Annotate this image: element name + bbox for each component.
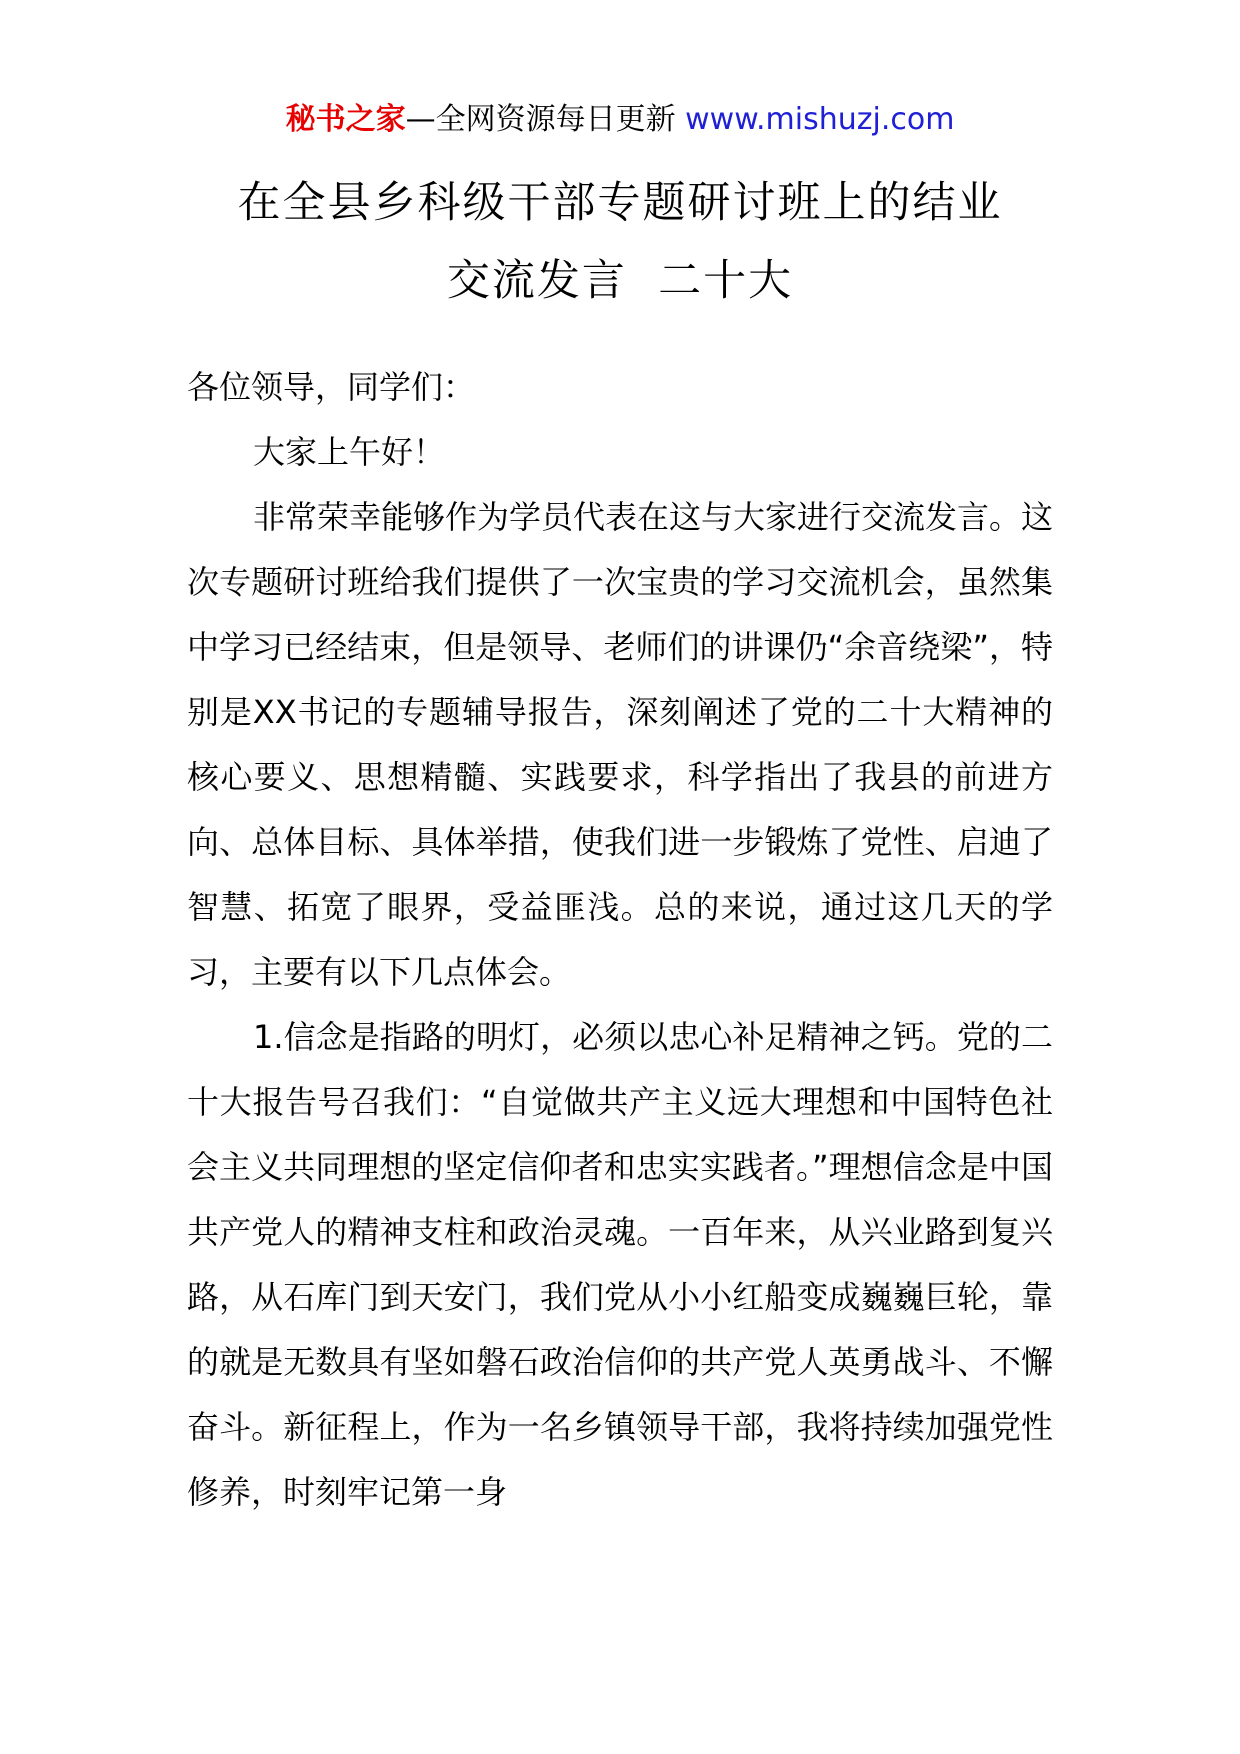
body-paragraph-2: 1.信念是指路的明灯，必须以忠心补足精神之钙。党的二十大报告号召我们：“自觉做共产主义远大理想和中国特色社会主义共同理想的坚定信仰者和忠实实践者。”理想信念是中国共产党人的精神支柱和政治灵魂。一百年来，从兴业路到复兴路，从石库门到天安门，我们党从小小红船变成巍巍巨轮，靠的就是无数具有坚如磐石政治信仰的共产党人英勇战斗、不懈奋斗。新征程上，作为一名乡镇领导干部，我将持续加强党性修养，时刻牢记第一身 xyxy=(187,1018,1053,1511)
site-brand: 秘书之家 xyxy=(285,102,406,137)
document-title xyxy=(0,164,1240,320)
site-url-link[interactable]: www.mishuzj.com xyxy=(685,102,955,137)
site-header xyxy=(0,100,1240,140)
greeting: 大家上午好！ xyxy=(253,433,446,471)
salutation: 各位领导，同学们： xyxy=(187,368,476,406)
site-slogan: —全网资源每日更新 xyxy=(405,102,676,137)
body-paragraph-1: 非常荣幸能够作为学员代表在这与大家进行交流发言。这次专题研讨班给我们提供了一次宝贵的学习交流机会，虽然集中学习已经结束，但是领导、老师们的讲课仍“余音绕梁”，特别是XX书记的专题辅导报告，深刻阐述了党的二十大精神的核心要义、思想精髓、实践要求，科学指出了我县的前进方向、总体目标、具体举措，使我们进一步锻炼了党性、启迪了智慧、拓宽了眼界，受益匪浅。总的来说，通过这几天的学习，主要有以下几点体会。 xyxy=(187,498,1054,991)
document-body xyxy=(187,355,1053,1525)
document-title-line-1: 在全县乡科级干部专题研讨班上的结业 xyxy=(237,178,1003,228)
document-title-line-2: 交流发言 二十大 xyxy=(446,256,794,306)
